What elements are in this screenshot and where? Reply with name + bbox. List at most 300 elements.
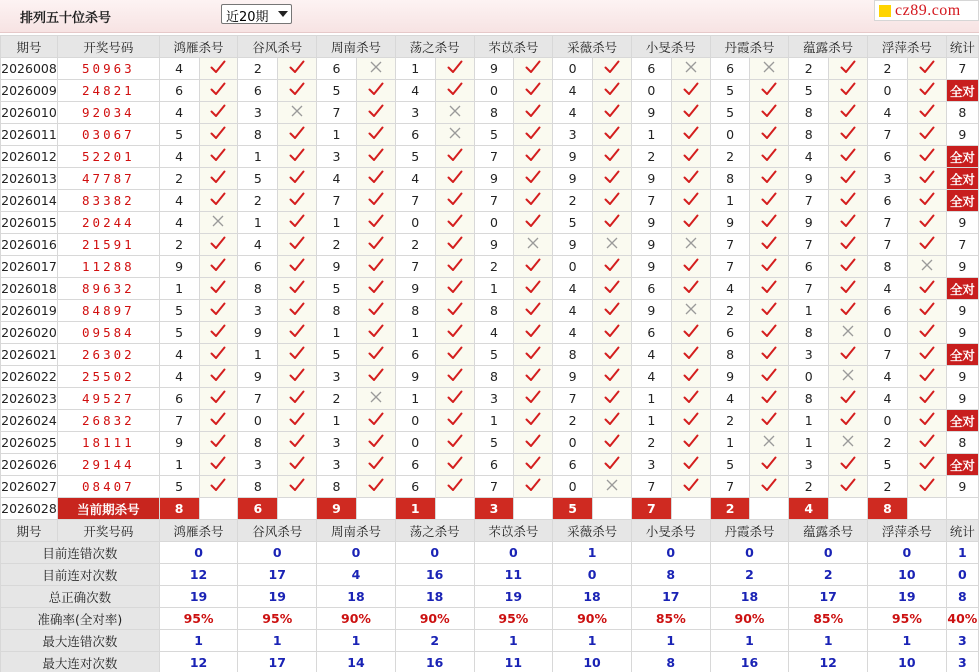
kill-number-cell: 9 bbox=[238, 366, 278, 388]
kill-number-cell: 2 bbox=[789, 476, 829, 498]
check-icon bbox=[289, 84, 305, 99]
correct-mark-cell bbox=[356, 80, 395, 102]
check-icon bbox=[289, 260, 305, 275]
kill-number-cell: 6 bbox=[395, 454, 435, 476]
period-cell: 2026013 bbox=[1, 168, 58, 190]
check-icon bbox=[525, 260, 541, 275]
kill-number-cell: 6 bbox=[395, 124, 435, 146]
check-icon bbox=[683, 260, 699, 275]
correct-mark-cell bbox=[199, 124, 238, 146]
table-row bbox=[1, 234, 979, 256]
check-icon bbox=[289, 458, 305, 473]
kill-number-cell: 4 bbox=[474, 322, 514, 344]
check-icon bbox=[919, 480, 935, 495]
check-icon bbox=[683, 370, 699, 385]
kill-number-cell: 9 bbox=[631, 212, 671, 234]
summary-value: 8 bbox=[631, 652, 710, 672]
summary-value: 1 bbox=[946, 542, 978, 564]
column-header: 采薇杀号 bbox=[553, 520, 632, 542]
correct-mark-cell bbox=[593, 124, 632, 146]
kill-number-cell: 4 bbox=[631, 366, 671, 388]
correct-mark-cell bbox=[671, 80, 710, 102]
correct-mark-cell bbox=[514, 388, 553, 410]
check-icon bbox=[683, 84, 699, 99]
kill-number-cell: 7 bbox=[238, 388, 278, 410]
correct-mark-cell bbox=[435, 344, 474, 366]
column-header: 浮萍杀号 bbox=[868, 520, 947, 542]
correct-mark-cell bbox=[278, 58, 317, 80]
correct-mark-cell bbox=[750, 278, 789, 300]
correct-mark-cell bbox=[671, 366, 710, 388]
kill-number-cell: 0 bbox=[868, 80, 908, 102]
period-cell: 2026027 bbox=[1, 476, 58, 498]
draw-number-cell: 03067 bbox=[57, 124, 159, 146]
correct-mark-cell bbox=[356, 322, 395, 344]
check-icon bbox=[919, 414, 935, 429]
cross-icon bbox=[841, 326, 855, 341]
check-icon bbox=[447, 436, 463, 451]
kill-number-cell: 8 bbox=[789, 102, 829, 124]
cross-icon bbox=[684, 304, 698, 319]
kill-number-cell: 5 bbox=[159, 124, 199, 146]
kill-number-cell: 4 bbox=[159, 366, 199, 388]
correct-mark-cell bbox=[514, 80, 553, 102]
stat-cell: 9 bbox=[946, 212, 978, 234]
period-cell: 2026021 bbox=[1, 344, 58, 366]
summary-row bbox=[1, 542, 979, 564]
correct-mark-cell bbox=[907, 454, 946, 476]
check-icon bbox=[210, 458, 226, 473]
check-icon bbox=[761, 128, 777, 143]
check-icon bbox=[210, 238, 226, 253]
check-icon bbox=[525, 370, 541, 385]
summary-value: 16 bbox=[395, 652, 474, 672]
correct-mark-cell bbox=[435, 432, 474, 454]
check-icon bbox=[683, 128, 699, 143]
check-icon bbox=[604, 194, 620, 209]
correct-mark-cell bbox=[750, 102, 789, 124]
chevron-down-icon bbox=[278, 11, 288, 17]
kill-number-cell: 7 bbox=[868, 234, 908, 256]
correct-mark-cell bbox=[514, 432, 553, 454]
kill-number-cell: 4 bbox=[395, 80, 435, 102]
correct-mark-cell bbox=[593, 300, 632, 322]
check-icon bbox=[447, 392, 463, 407]
kill-number-cell: 7 bbox=[789, 278, 829, 300]
check-icon bbox=[604, 150, 620, 165]
check-icon bbox=[761, 480, 777, 495]
check-icon bbox=[683, 106, 699, 121]
summary-value: 0 bbox=[631, 542, 710, 564]
correct-mark-cell bbox=[829, 344, 868, 366]
check-icon bbox=[604, 370, 620, 385]
wrong-mark-cell bbox=[593, 234, 632, 256]
summary-row bbox=[1, 608, 979, 630]
check-icon bbox=[210, 326, 226, 341]
kill-number-cell: 9 bbox=[395, 366, 435, 388]
summary-value: 18 bbox=[553, 586, 632, 608]
correct-mark-cell bbox=[907, 432, 946, 454]
correct-mark-cell bbox=[671, 190, 710, 212]
summary-value: 4 bbox=[317, 564, 396, 586]
check-icon bbox=[604, 128, 620, 143]
kill-number-cell: 4 bbox=[395, 168, 435, 190]
kill-number-cell: 5 bbox=[159, 322, 199, 344]
kill-number-cell: 5 bbox=[710, 80, 750, 102]
correct-mark-cell bbox=[750, 454, 789, 476]
check-icon bbox=[368, 260, 384, 275]
wrong-mark-cell bbox=[356, 58, 395, 80]
kill-number-cell: 5 bbox=[159, 300, 199, 322]
kill-number-cell: 2 bbox=[631, 432, 671, 454]
correct-mark-cell bbox=[435, 300, 474, 322]
stat-cell: 7 bbox=[946, 58, 978, 80]
kill-number-cell: 1 bbox=[631, 410, 671, 432]
cross-icon bbox=[762, 436, 776, 451]
kill-number-cell: 4 bbox=[159, 102, 199, 124]
correct-mark-cell bbox=[278, 322, 317, 344]
correct-mark-cell bbox=[356, 432, 395, 454]
correct-mark-cell bbox=[907, 366, 946, 388]
correct-mark-cell bbox=[514, 278, 553, 300]
period-cell: 2026009 bbox=[1, 80, 58, 102]
wrong-mark-cell bbox=[750, 432, 789, 454]
column-header: 谷风杀号 bbox=[238, 36, 317, 58]
kill-number-cell: 1 bbox=[317, 212, 357, 234]
check-icon bbox=[840, 458, 856, 473]
correct-mark-cell bbox=[278, 168, 317, 190]
check-icon bbox=[525, 128, 541, 143]
correct-mark-cell bbox=[907, 476, 946, 498]
kill-number-cell: 9 bbox=[159, 432, 199, 454]
wrong-mark-cell bbox=[907, 256, 946, 278]
kill-number-cell: 8 bbox=[317, 476, 357, 498]
check-icon bbox=[210, 304, 226, 319]
correct-mark-cell bbox=[907, 388, 946, 410]
correct-mark-cell bbox=[671, 322, 710, 344]
column-header: 期号 bbox=[1, 36, 58, 58]
kill-number-cell: 1 bbox=[238, 146, 278, 168]
check-icon bbox=[368, 414, 384, 429]
empty-cell bbox=[278, 498, 317, 520]
empty-cell bbox=[946, 498, 978, 520]
cross-icon bbox=[841, 436, 855, 451]
correct-mark-cell bbox=[593, 278, 632, 300]
check-icon bbox=[840, 150, 856, 165]
summary-value: 40% bbox=[946, 608, 978, 630]
period-cell: 2026024 bbox=[1, 410, 58, 432]
check-icon bbox=[210, 260, 226, 275]
cross-icon bbox=[448, 106, 462, 121]
check-icon bbox=[447, 414, 463, 429]
kill-number-cell: 4 bbox=[159, 212, 199, 234]
site-logo[interactable] bbox=[874, 0, 979, 21]
correct-mark-cell bbox=[435, 146, 474, 168]
check-icon bbox=[525, 414, 541, 429]
correct-mark-cell bbox=[278, 454, 317, 476]
draw-number-cell: 89632 bbox=[57, 278, 159, 300]
correct-mark-cell bbox=[199, 322, 238, 344]
table-row bbox=[1, 256, 979, 278]
check-icon bbox=[683, 216, 699, 231]
check-icon bbox=[919, 194, 935, 209]
check-icon bbox=[604, 106, 620, 121]
check-icon bbox=[840, 238, 856, 253]
period-cell: 2026014 bbox=[1, 190, 58, 212]
correct-mark-cell bbox=[593, 146, 632, 168]
check-icon bbox=[447, 216, 463, 231]
cross-icon bbox=[762, 62, 776, 77]
correct-mark-cell bbox=[593, 212, 632, 234]
kill-number-cell: 0 bbox=[868, 322, 908, 344]
correct-mark-cell bbox=[750, 256, 789, 278]
correct-mark-cell bbox=[356, 212, 395, 234]
check-icon bbox=[604, 282, 620, 297]
correct-mark-cell bbox=[593, 58, 632, 80]
check-icon bbox=[368, 282, 384, 297]
check-icon bbox=[604, 260, 620, 275]
kill-number-cell: 2 bbox=[238, 58, 278, 80]
top-bar bbox=[0, 0, 979, 33]
summary-value: 18 bbox=[317, 586, 396, 608]
kill-number-cell: 3 bbox=[317, 454, 357, 476]
check-icon bbox=[683, 392, 699, 407]
check-icon bbox=[840, 172, 856, 187]
check-icon bbox=[368, 480, 384, 495]
check-icon bbox=[919, 326, 935, 341]
kill-number-cell: 4 bbox=[789, 146, 829, 168]
all-correct-badge: 全对 bbox=[946, 344, 978, 366]
cross-icon bbox=[684, 62, 698, 77]
kill-number-cell: 0 bbox=[395, 212, 435, 234]
kill-number-cell: 1 bbox=[789, 410, 829, 432]
correct-mark-cell bbox=[356, 102, 395, 124]
table-row bbox=[1, 102, 979, 124]
current-kill-value: 2 bbox=[710, 498, 750, 520]
kill-number-cell: 9 bbox=[631, 256, 671, 278]
summary-row bbox=[1, 564, 979, 586]
kill-number-cell: 6 bbox=[395, 476, 435, 498]
summary-value: 12 bbox=[159, 564, 238, 586]
check-icon bbox=[525, 458, 541, 473]
table-row bbox=[1, 58, 979, 80]
kill-number-cell: 5 bbox=[317, 344, 357, 366]
period-cell: 2026025 bbox=[1, 432, 58, 454]
correct-mark-cell bbox=[907, 278, 946, 300]
summary-value: 85% bbox=[631, 608, 710, 630]
kill-number-cell: 7 bbox=[710, 256, 750, 278]
check-icon bbox=[289, 62, 305, 77]
draw-number-cell: 25502 bbox=[57, 366, 159, 388]
kill-number-cell: 7 bbox=[710, 234, 750, 256]
kill-number-cell: 7 bbox=[317, 190, 357, 212]
correct-mark-cell bbox=[671, 344, 710, 366]
check-icon bbox=[525, 194, 541, 209]
correct-mark-cell bbox=[278, 212, 317, 234]
draw-number-cell: 47787 bbox=[57, 168, 159, 190]
check-icon bbox=[210, 414, 226, 429]
correct-mark-cell bbox=[750, 476, 789, 498]
kill-number-cell: 4 bbox=[868, 388, 908, 410]
check-icon bbox=[604, 304, 620, 319]
check-icon bbox=[210, 128, 226, 143]
summary-value: 1 bbox=[789, 630, 868, 652]
summary-row bbox=[1, 586, 979, 608]
kill-number-cell: 9 bbox=[789, 212, 829, 234]
summary-value: 0 bbox=[317, 542, 396, 564]
table-row bbox=[1, 388, 979, 410]
check-icon bbox=[761, 260, 777, 275]
correct-mark-cell bbox=[356, 278, 395, 300]
check-icon bbox=[525, 392, 541, 407]
summary-value: 17 bbox=[631, 586, 710, 608]
check-icon bbox=[368, 238, 384, 253]
correct-mark-cell bbox=[514, 146, 553, 168]
wrong-mark-cell bbox=[356, 388, 395, 410]
correct-mark-cell bbox=[356, 234, 395, 256]
kill-number-cell: 4 bbox=[553, 102, 593, 124]
cross-icon bbox=[920, 260, 934, 275]
correct-mark-cell bbox=[593, 432, 632, 454]
all-correct-badge: 全对 bbox=[946, 278, 978, 300]
kill-number-cell: 8 bbox=[789, 388, 829, 410]
summary-value: 8 bbox=[946, 586, 978, 608]
period-cell: 2026012 bbox=[1, 146, 58, 168]
period-range-select[interactable] bbox=[221, 4, 292, 24]
summary-value: 16 bbox=[395, 564, 474, 586]
correct-mark-cell bbox=[514, 256, 553, 278]
correct-mark-cell bbox=[356, 190, 395, 212]
empty-cell bbox=[356, 498, 395, 520]
stat-cell: 8 bbox=[946, 432, 978, 454]
period-cell: 2026028 bbox=[1, 498, 58, 520]
correct-mark-cell bbox=[199, 344, 238, 366]
correct-mark-cell bbox=[750, 80, 789, 102]
kill-number-cell: 3 bbox=[317, 146, 357, 168]
draw-number-cell: 26302 bbox=[57, 344, 159, 366]
kill-number-cell: 5 bbox=[710, 102, 750, 124]
kill-number-cell: 2 bbox=[789, 58, 829, 80]
summary-value: 19 bbox=[159, 586, 238, 608]
correct-mark-cell bbox=[278, 344, 317, 366]
check-icon bbox=[761, 216, 777, 231]
check-icon bbox=[368, 348, 384, 363]
kill-number-cell: 1 bbox=[631, 388, 671, 410]
column-header: 采薇杀号 bbox=[553, 36, 632, 58]
period-cell: 2026008 bbox=[1, 58, 58, 80]
table-row bbox=[1, 322, 979, 344]
correct-mark-cell bbox=[829, 102, 868, 124]
correct-mark-cell bbox=[829, 388, 868, 410]
correct-mark-cell bbox=[435, 212, 474, 234]
check-icon bbox=[447, 370, 463, 385]
check-icon bbox=[210, 106, 226, 121]
check-icon bbox=[447, 62, 463, 77]
empty-cell bbox=[514, 498, 553, 520]
kill-number-cell: 1 bbox=[317, 322, 357, 344]
check-icon bbox=[368, 194, 384, 209]
summary-label: 最大连对次数 bbox=[1, 652, 160, 672]
column-header: 周南杀号 bbox=[317, 36, 396, 58]
check-icon bbox=[919, 348, 935, 363]
kill-number-cell: 4 bbox=[710, 278, 750, 300]
correct-mark-cell bbox=[278, 410, 317, 432]
correct-mark-cell bbox=[514, 124, 553, 146]
summary-value: 95% bbox=[868, 608, 947, 630]
check-icon bbox=[368, 458, 384, 473]
summary-value: 17 bbox=[238, 564, 317, 586]
period-cell: 2026010 bbox=[1, 102, 58, 124]
correct-mark-cell bbox=[199, 388, 238, 410]
current-kill-value: 9 bbox=[317, 498, 357, 520]
correct-mark-cell bbox=[750, 388, 789, 410]
page-title: 排列五十位杀号 bbox=[20, 11, 112, 26]
check-icon bbox=[604, 436, 620, 451]
kill-number-cell: 4 bbox=[868, 102, 908, 124]
table-row bbox=[1, 124, 979, 146]
kill-number-cell: 5 bbox=[474, 344, 514, 366]
check-icon bbox=[210, 62, 226, 77]
kill-number-cell: 1 bbox=[474, 410, 514, 432]
stat-cell: 9 bbox=[946, 366, 978, 388]
check-icon bbox=[919, 370, 935, 385]
correct-mark-cell bbox=[750, 344, 789, 366]
correct-mark-cell bbox=[356, 454, 395, 476]
kill-number-cell: 1 bbox=[395, 58, 435, 80]
check-icon bbox=[761, 326, 777, 341]
correct-mark-cell bbox=[356, 124, 395, 146]
cross-icon bbox=[605, 238, 619, 253]
check-icon bbox=[919, 436, 935, 451]
correct-mark-cell bbox=[829, 278, 868, 300]
check-icon bbox=[368, 128, 384, 143]
check-icon bbox=[289, 282, 305, 297]
table-row bbox=[1, 212, 979, 234]
correct-mark-cell bbox=[671, 256, 710, 278]
check-icon bbox=[210, 282, 226, 297]
correct-mark-cell bbox=[671, 278, 710, 300]
kill-number-cell: 8 bbox=[789, 322, 829, 344]
table-row bbox=[1, 410, 979, 432]
current-kill-value: 4 bbox=[789, 498, 829, 520]
kill-number-cell: 2 bbox=[395, 234, 435, 256]
correct-mark-cell bbox=[278, 366, 317, 388]
kill-number-cell: 5 bbox=[317, 80, 357, 102]
kill-number-cell: 4 bbox=[159, 344, 199, 366]
kill-number-cell: 7 bbox=[395, 256, 435, 278]
summary-value: 18 bbox=[710, 586, 789, 608]
check-icon bbox=[210, 392, 226, 407]
correct-mark-cell bbox=[593, 344, 632, 366]
kill-number-cell: 9 bbox=[553, 366, 593, 388]
check-icon bbox=[210, 370, 226, 385]
summary-value: 1 bbox=[474, 630, 553, 652]
check-icon bbox=[289, 216, 305, 231]
correct-mark-cell bbox=[199, 146, 238, 168]
column-header: 丹霞杀号 bbox=[710, 36, 789, 58]
kill-number-cell: 2 bbox=[868, 432, 908, 454]
kill-number-cell: 6 bbox=[789, 256, 829, 278]
empty-cell bbox=[671, 498, 710, 520]
correct-mark-cell bbox=[907, 168, 946, 190]
kill-number-cell: 3 bbox=[631, 454, 671, 476]
kill-number-cell: 9 bbox=[631, 102, 671, 124]
summary-value: 17 bbox=[789, 586, 868, 608]
kill-number-cell: 2 bbox=[474, 256, 514, 278]
correct-mark-cell bbox=[671, 410, 710, 432]
check-icon bbox=[289, 370, 305, 385]
logo-text: cz89.com bbox=[895, 2, 961, 19]
